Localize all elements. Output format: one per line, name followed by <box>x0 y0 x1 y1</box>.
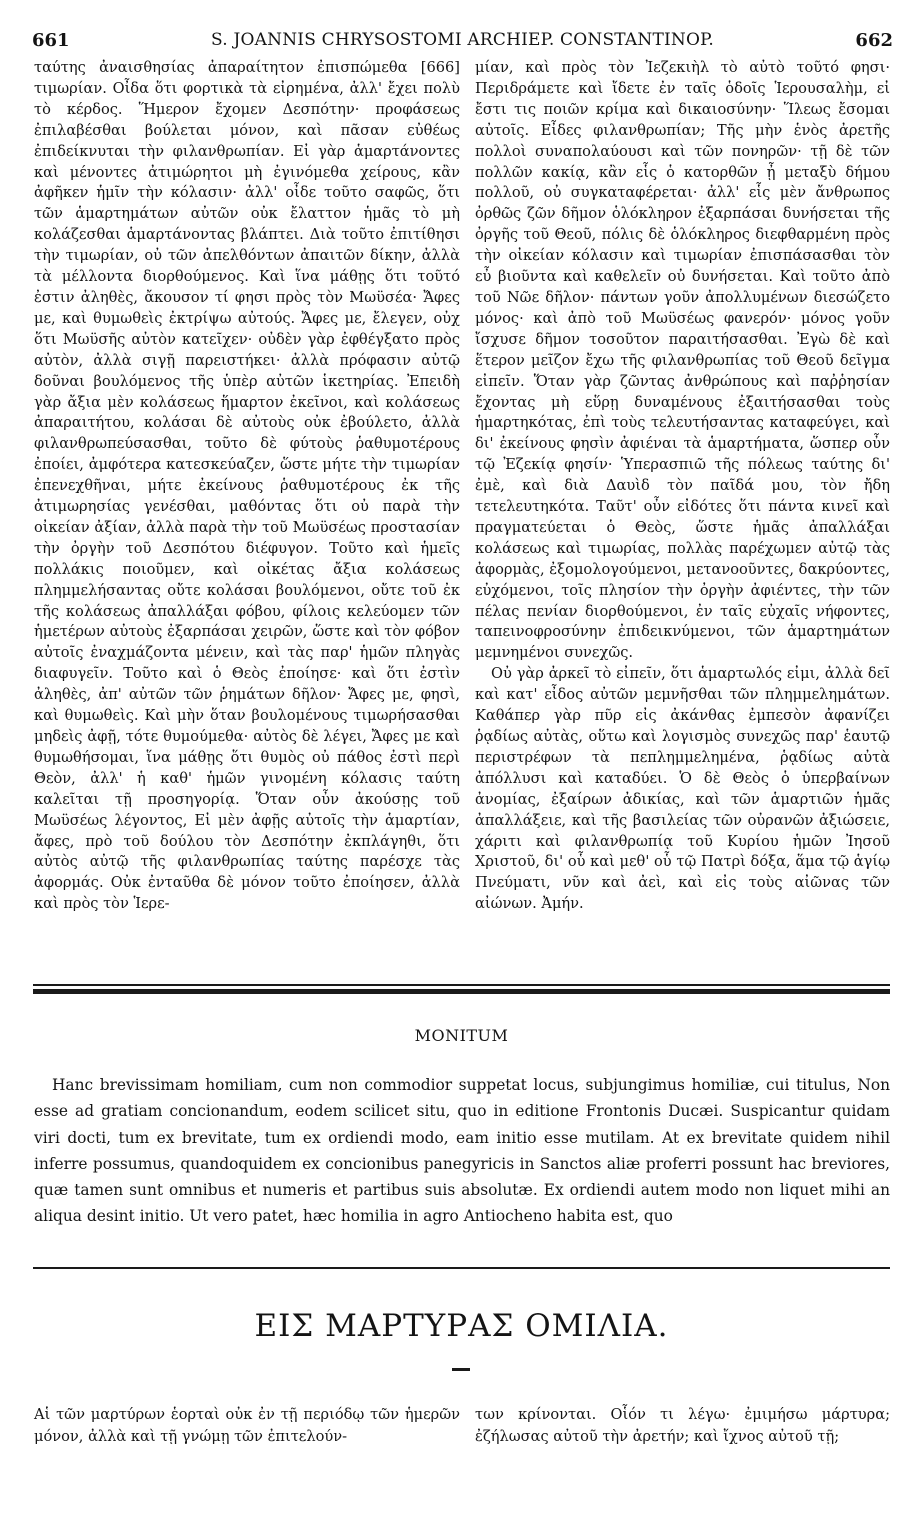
homily-title: ΕΙΣ ΜΑΡΤΥΡΑΣ ΟΜΙΛΙΑ. <box>254 1308 669 1344</box>
monitum-body <box>34 1072 890 1230</box>
right-column <box>475 58 890 915</box>
section-divider-thin <box>33 984 890 986</box>
left-column-paragraph: ταύτης ἀναισθησίας ἀπαραίτητον ἐπισπώμεθα [666] τιμωρίαν. Οἶδα ὅτι φορτικὰ τὰ εἰρημένα, ἀλλ' ἔχει πολὺ τὸ κέρδος. Ἥμερον ἔχομεν Δεσπότην· προφάσεως ἐπιλαβέσθαι βούλεται μόνον, καὶ πᾶσαν εὐθέως ἐπιδείκνυται τὴν φιλανθρωπίαν. Εἰ γὰρ ἁμαρτάνοντες καὶ μένοντες ἀτιμώρητοι μὴ ἐγινόμεθα χείρους, κἂν ἀφῆκεν ἡμῖν τὴν κόλασιν· ἀλλ' οἶδε τοῦτο σαφῶς, ὅτι τῶν ἁμαρτημάτων αὐτῶν οὐκ ἔλαττον ἡμᾶς τὸ μὴ κολάζεσθαι ἁμαρτάνοντας βλάπτει. Διὰ τοῦτο ἐπιτίθησι τὴν τιμωρίαν, οὐ τῶν ἀπελθόντων ἀπαιτῶν δίκην, ἀλλὰ τὰ μέλλοντα διορθούμενος. Καὶ ἵνα μάθῃς ὅτι τοῦτό ἐστιν ἀληθὲς, ἄκουσον τί φησι πρὸς τὸν Μωϋσέα· Ἄφες με, καὶ θυμωθεὶς ἐκτρίψω αὐτούς. Ἄφες με, ἔλεγεν, οὐχ ὅτι Μωϋσῆς αὐτὸν κατεῖχεν· οὐδὲν γὰρ ἐφθέγξατο πρὸς αὐτὸν, ἀλλὰ σιγῇ παρειστήκει· ἀλλὰ πρόφασιν αὐτῷ δοῦναι βουλόμενος τῆς ὑπὲρ αὐτῶν ἱκετηρίας. Ἐπειδὴ γὰρ ἄξια μὲν κολάσεως ἥμαρτον ἐκεῖνοι, καὶ κολάσεως ἀπαραιτήτου, κολάσαι δὲ αὐτοὺς οὐκ ἐβούλετο, ἀλλὰ φιλανθρωπεύσασθαι, τοῦτο δὲ φύτοὺς ῥαθυμοτέρους ἐποίει, ἀμφότερα κατεσκεύαζεν, ὥστε μήτε τὴν τιμωρίαν ἐπενεχθῆναι, μήτε ἐκείνους ῥαθυμοτέρους ἐκ τῆς ἀτιμωρησίας γενέσθαι, μαθόντας ὅτι οὐ παρὰ τὴν οἰκείαν ἀξίαν, ἀλλὰ παρὰ τὴν τοῦ Μωϋσέως προστασίαν τὴν ὀργὴν τοῦ Δεσπότου διέφυγον. Τοῦτο καὶ ἡμεῖς πολλάκις ποιοῦμεν, καὶ οἰκέτας ἄξια κολάσεως πλημμελήσαντας οὔτε κολάσαι βουλόμενοι, οὔτε τοῦ ἐκ τῆς κολάσεως ἀπαλλάξαι φόβου, φίλοις κελεύομεν τῶν ἡμετέρων αὐτοὺς ἐξαρπάσαι χειρῶν, ὥστε καὶ τὸν φόβον αὐτοῖς ἐναχμάζοντα μένειν, καὶ τὰς παρ' ἡμῶν πληγὰς διαφυγεῖν. Τοῦτο καὶ ὁ Θεὸς ἐποίησε· καὶ ὅτι ἐστὶν ἀληθὲς, ἀπ' αὐτῶν τῶν ῥημάτων δῆλον· Ἄφες με, φησὶ, καὶ θυμωθεὶς. Καὶ μὴν ὅταν βουλομένους τιμωρήσασθαι μηδεὶς ἀφῇ, τότε θυμούμεθα· αὐτὸς δὲ λέγει, Ἄφες με καὶ θυμωθήσομαι, ἵνα μάθῃς ὅτι θυμὸς οὐ πάθος ἐστὶ περὶ Θεὸν, ἀλλ' ἡ καθ' ἡμῶν γινομένη κόλασις ταύτη καλεῖται τῇ προσηγορίᾳ. Ὅταν οὖν ἀκούσῃς τοῦ Μωϋσέως λέγοντος, Εἰ μὲν ἀφῇς αὐτοῖς τὴν ἁμαρτίαν, ἄφες, πρὸ τοῦ δούλου τὸν Δεσπότην ἐκπλάγηθι, ὅτι αὐτὸς αὐτῷ τῆς φιλανθρωπίας ταύτης παρέσχε τὰς ἀφορμάς. Οὐκ ἐνταῦθα δὲ μόνον τοῦτο ἐποίησεν, ἀλλὰ καὶ πρὸς τὸν Ἱερε- <box>34 59 460 913</box>
right-column-paragraph-1: μίαν, καὶ πρὸς τὸν Ἰεζεκιὴλ τὸ αὐτὸ τοῦτό φησι· Περιδράμετε καὶ ἴδετε ἐν ταῖς ὁδοῖς Ἱερουσαλὴμ, εἰ ἔστι τις ποιῶν κρίμα καὶ δικαιοσύνην· Ἵλεως ἔσομαι αὐτοῖς. Εἶδες φιλανθρωπίαν; Τῆς μὴν ἑνὸς ἀρετῆς πολλοὶ συναπολαύουσι καὶ τῶν πονηρῶν· τῇ δὲ τῶν πολλῶν κακίᾳ, κἂν εἷς ὁ κατορθῶν ᾖ μεταξὺ δήμου πολλοῦ, οὐ συγκαταφέρεται· ἀλλ' εἷς μὲν ἄνθρωπος ὀρθῶς ζῶν δῆμον ὁλόκληρον ἐξαρπάσαι δυνήσεται τῆς ὀργῆς τοῦ Θεοῦ, πόλις δὲ ὁλόκληρος διεφθαρμένη πρὸς τὴν οἰκείαν κόλασιν καὶ τιμωρίαν ἐπισπάσασθαι τὸν εὖ βιοῦντα καὶ καθελεῖν οὐ δυνήσεται. Καὶ τοῦτο ἀπὸ τοῦ Νῶε δῆλον· πάντων γοῦν ἀπολλυμένων διεσώζετο μόνος· καὶ ἀπὸ τοῦ Μωϋσέως φανερόν· μόνος γοῦν ἴσχυσε δῆμον τοσοῦτον παραιτήσασθαι. Ἐγὼ δὲ καὶ ἕτερον μεῖζον ἔχω τῆς φιλανθρωπίας τοῦ Θεοῦ δεῖγμα εἰπεῖν. Ὅταν γὰρ ζῶντας ἀνθρώπους καὶ παῤῥησίαν ἔχοντας μὴ εὕρῃ δυναμένους ἐξαιτήσασθαι τοὺς ἡμαρτηκότας, ἐπὶ τοὺς τελευτήσαντας καταφεύγει, καὶ δι' ἐκείνους φησὶν ἀφιέναι τὰ ἁμαρτήματα, ὥσπερ οὖν τῷ Ἐζεκίᾳ φησίν· Ὑπερασπιῶ τῆς πόλεως ταύτης δι' ἐμὲ, καὶ διὰ Δαυὶδ τὸν παῖδά μου, τὸν ἤδη τετελευτηκότα. Ταῦτ' οὖν εἰδότες ὅτι πάντα κινεῖ καὶ πραγματεύεται ὁ Θεὸς, ὥστε ἡμᾶς ἀπαλλάξαι κολάσεως καὶ τιμωρίας, πολλὰς παρέχωμεν αὐτῷ τὰς ἀφορμὰς, ἐξομολογούμενοι, μετανοοῦντες, δακρύοντες, εὐχόμενοι, τοῖς πλησίον τὴν ὀργὴν ἀφιέντες, τὴν τῶν πέλας πενίαν διορθούμενοι, ἐν ταῖς εὐχαῖς νήφοντες, ταπεινοφροσύνην ἐπιδεικνύμενοι, τῶν ἁμαρτημάτων μεμνημένοι συνεχῶς. <box>475 59 890 662</box>
section-divider-thick <box>33 989 890 994</box>
section-divider-bottom <box>33 1267 890 1269</box>
title-dash <box>452 1368 470 1371</box>
right-column-paragraph-2: Οὐ γὰρ ἀρκεῖ τὸ εἰπεῖν, ὅτι ἁμαρτωλός εἰμι, ἀλλὰ δεῖ καὶ κατ' εἶδος αὐτῶν μεμνῆσθαι τῶν πλημμελημάτων. Καθάπερ γὰρ πῦρ εἰς ἀκάνθας ἐμπεσὸν ἀφανίζει ῥᾳδίως αὐτὰς, οὕτω καὶ λογισμὸς συνεχῶς παρ' ἑαυτῷ περιστρέφων τὰ πεπλημμελημένα, ῥᾳδίως αὐτὰ ἀπόλλυσι καὶ καταδύει. Ὁ δὲ Θεὸς ὁ ὑπερβαίνων ἀνομίας, ἐξαίρων ἀδικίας, καὶ τῶν ἁμαρτιῶν ἡμᾶς ἀπαλλάξειε, καὶ τῆς βασιλείας τῶν οὐρανῶν ἀξιώσειε, χάριτι καὶ φιλανθρωπίᾳ τοῦ Κυρίου ἡμῶν Ἰησοῦ Χριστοῦ, δι' οὗ καὶ μεθ' οὗ τῷ Πατρὶ δόξα, ἅμα τῷ ἁγίῳ Πνεύματι, νῦν καὶ ἀεὶ, καὶ εἰς τοὺς αἰῶνας τῶν αἰώνων. Ἀμήν. <box>475 665 890 913</box>
monitum-heading: MONITUM <box>414 1026 509 1045</box>
left-column <box>34 58 460 915</box>
running-title: S. JOANNIS CHRYSOSTOMI ARCHIEP. CONSTANTINOP. <box>211 30 714 50</box>
monitum-paragraph: Hanc brevissimam homiliam, cum non commodior suppetat locus, subjungimus homiliæ, cui titulus, Non esse ad gratiam concionandum, eodem scilicet situ, quo in editione Frontonis Ducæi. Suspicantur quidam viri docti, tum ex brevitate, tum ex ordiendi modo, eam initio esse mutilam. At ex brevitate quidem nihil inferre possumus, quandoquidem ex concionibus panegyricis in Sanctos aliæ proferri possunt hac breviores, quæ tamen sunt omnibus et numeris et partibus suis absolutæ. Ex ordiendi autem modo non liquet mihi an aliqua desint initio. Ut vero patet, hæc homilia in agro Antiocheno habita est, quo <box>34 1076 890 1226</box>
homily-right-column: των κρίνονται. Οἷόν τι λέγω· ἐμιμήσω μάρτυρα; ἐζήλωσας αὐτοῦ τὴν ἀρετήν; καὶ ἴχνος αὐτοῦ τῇ; <box>475 1406 890 1445</box>
running-header <box>32 30 893 56</box>
page-number-right: 662 <box>855 30 893 51</box>
page-number-left: 661 <box>32 30 70 51</box>
homily-left-column: Αἱ τῶν μαρτύρων ἑορταὶ οὐκ ἐν τῇ περιόδῳ τῶν ἡμερῶν μόνον, ἀλλὰ καὶ τῇ γνώμῃ τῶν ἐπιτελούν- <box>34 1406 460 1445</box>
